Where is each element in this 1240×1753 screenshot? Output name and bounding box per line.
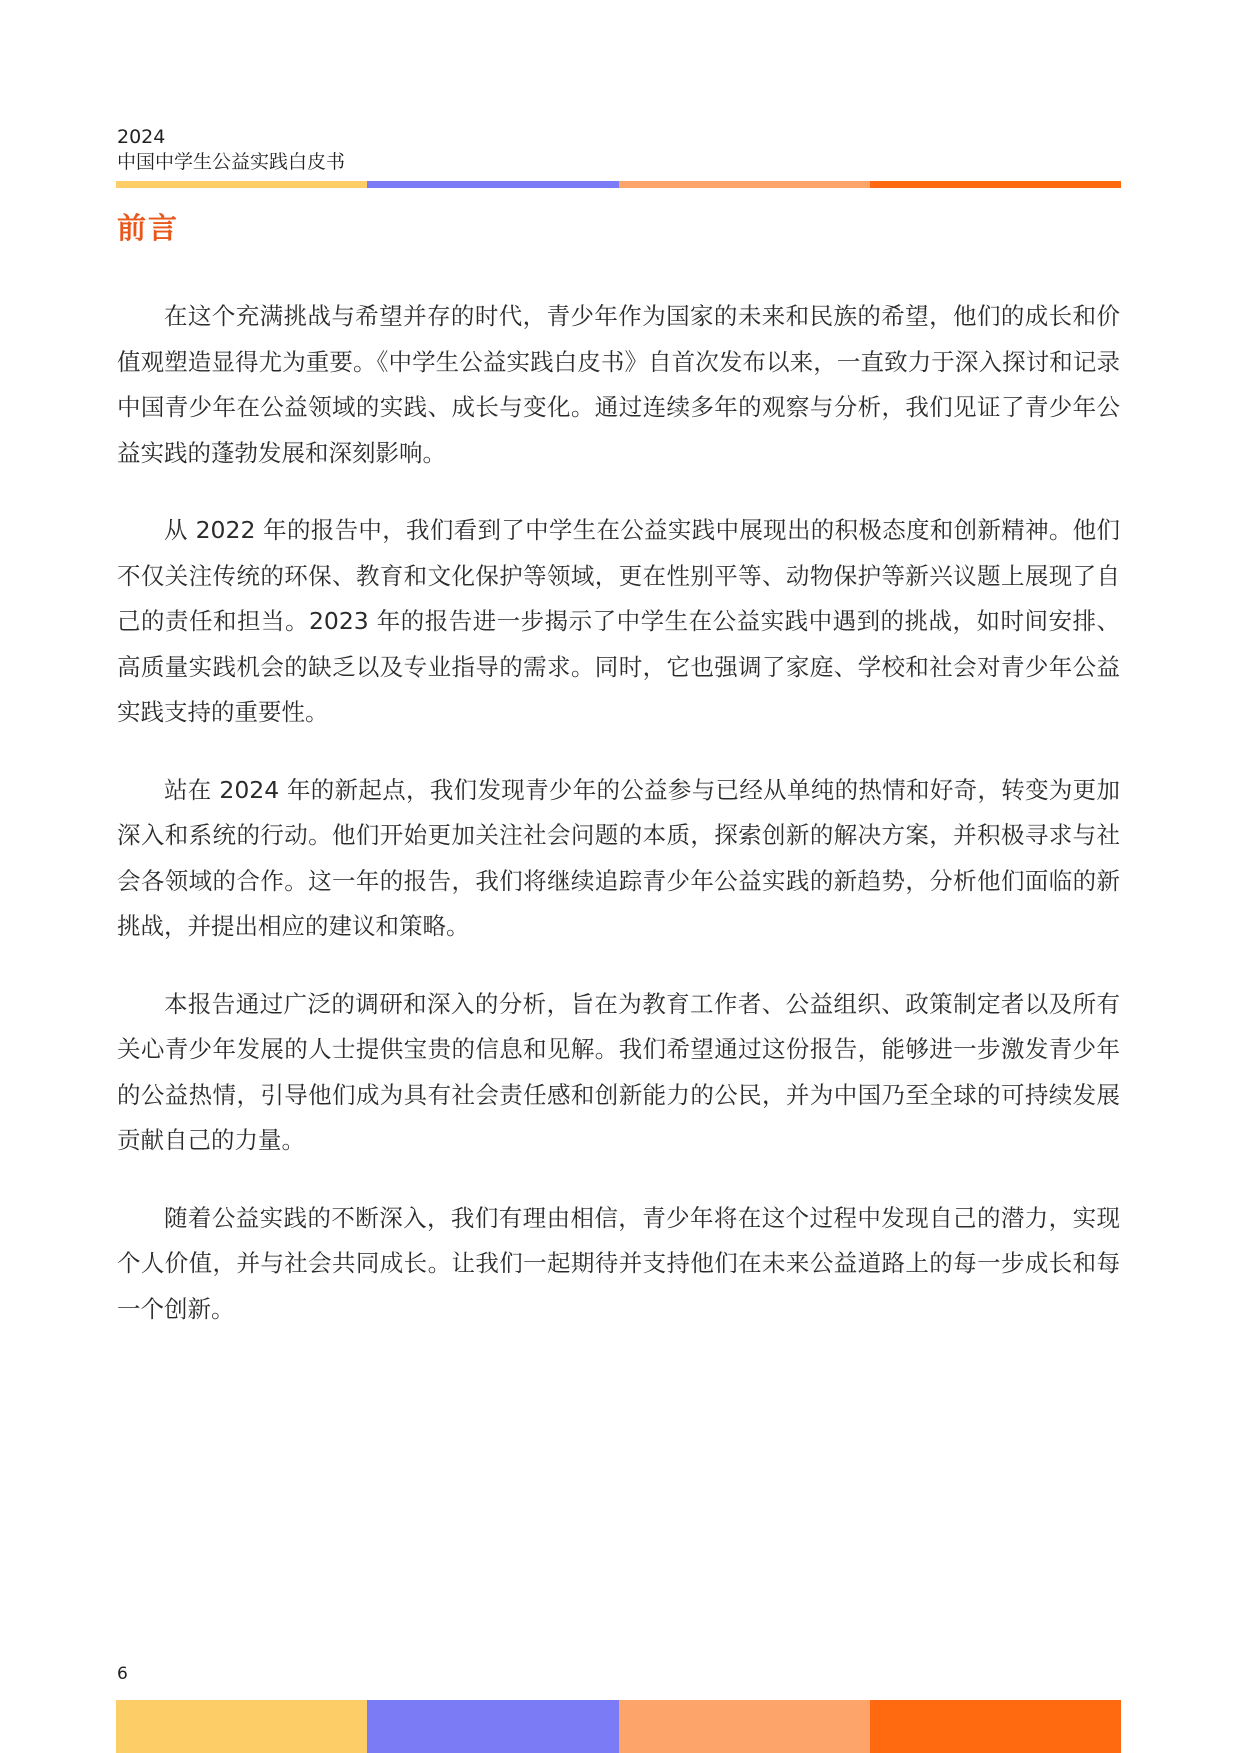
body-text — [117, 294, 1120, 1364]
color-bar-segment-light-orange — [619, 1700, 870, 1753]
color-bar-segment-yellow — [116, 1700, 367, 1753]
header-title: 中国中学生公益实践白皮书 — [117, 151, 346, 173]
paragraph: 在这个充满挑战与希望并存的时代，青少年作为国家的未来和民族的希望，他们的成长和价值观塑造显得尤为重要。《中学生公益实践白皮书》自首次发布以来，一直致力于深入探讨和记录中国青少年在公益领域的实践、成长与变化。通过连续多年的观察与分析，我们见证了青少年公益实践的蓬勃发展和深刻影响。 — [117, 302, 1120, 467]
page-header — [117, 125, 1121, 175]
color-bar-segment-purple — [367, 1700, 618, 1753]
color-bar-segment-orange — [870, 1700, 1121, 1753]
paragraph: 站在 2024 年的新起点，我们发现青少年的公益参与已经从单纯的热情和好奇，转变为更加深入和系统的行动。他们开始更加关注社会问题的本质，探索创新的解决方案，并积极寻求与社会各领域的合作。这一年的报告，我们将继续追踪青少年公益实践的新趋势，分析他们面临的新挑战，并提出相应的建议和策略。 — [117, 775, 1120, 940]
paragraph: 本报告通过广泛的调研和深入的分析，旨在为教育工作者、公益组织、政策制定者以及所有关心青少年发展的人士提供宝贵的信息和见解。我们希望通过这份报告，能够进一步激发青少年的公益热情，引导他们成为具有社会责任感和创新能力的公民，并为中国乃至全球的可持续发展贡献自己的力量。 — [117, 989, 1120, 1154]
color-bar-segment-light-orange — [619, 181, 870, 188]
header-year: 2024 — [117, 126, 166, 148]
color-bar-segment-purple — [367, 181, 618, 188]
paragraph: 随着公益实践的不断深入，我们有理由相信，青少年将在这个过程中发现自己的潜力，实现个人价值，并与社会共同成长。让我们一起期待并支持他们在未来公益道路上的每一步成长和每一个创新。 — [117, 1203, 1120, 1323]
footer-color-bar — [116, 1700, 1121, 1753]
color-bar-segment-orange — [870, 181, 1121, 188]
paragraph: 从 2022 年的报告中，我们看到了中学生在公益实践中展现出的积极态度和创新精神。他们不仅关注传统的环保、教育和文化保护等领域，更在性别平等、动物保护等新兴议题上展现了自己的责任和担当。2023 年的报告进一步揭示了中学生在公益实践中遇到的挑战，如时间安排、高质量实践机会的缺乏以及专业指导的需求。同时，它也强调了家庭、学校和社会对青少年公益实践支持的重要性。 — [117, 516, 1120, 726]
page-number: 6 — [117, 1664, 128, 1684]
header-color-bar — [116, 181, 1121, 188]
section-title: 前言 — [117, 211, 180, 245]
color-bar-segment-yellow — [116, 181, 367, 188]
